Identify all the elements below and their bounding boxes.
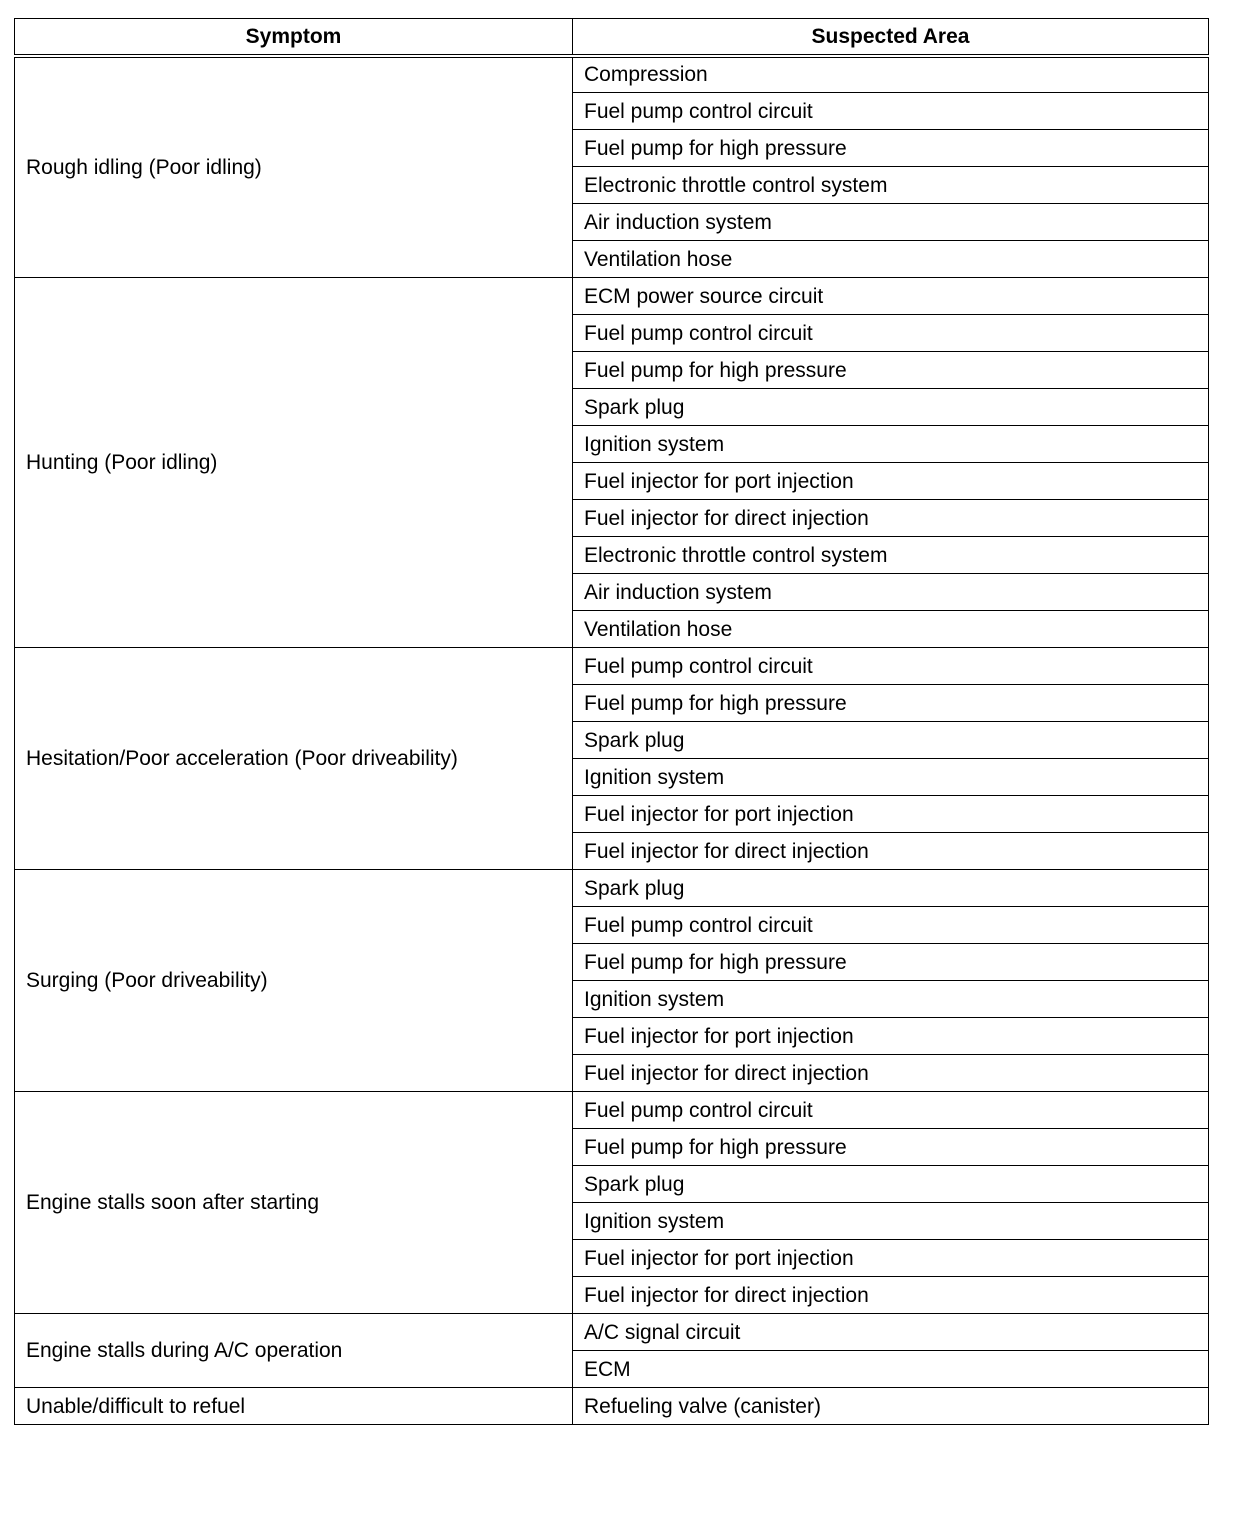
- suspected-area-cell: Fuel pump for high pressure: [573, 1129, 1209, 1166]
- symptom-cell: Rough idling (Poor idling): [15, 56, 573, 278]
- suspected-area-cell: Fuel pump control circuit: [573, 907, 1209, 944]
- symptom-cell: Engine stalls soon after starting: [15, 1092, 573, 1314]
- header-suspected-area: Suspected Area: [573, 19, 1209, 56]
- suspected-area-cell: Ignition system: [573, 759, 1209, 796]
- suspected-area-cell: Spark plug: [573, 870, 1209, 907]
- table-row: [15, 648, 1209, 685]
- symptom-cell: Engine stalls during A/C operation: [15, 1314, 573, 1388]
- suspected-area-cell: Spark plug: [573, 389, 1209, 426]
- table-row: [15, 1314, 1209, 1351]
- suspected-area-cell: Fuel injector for direct injection: [573, 1277, 1209, 1314]
- suspected-area-cell: Fuel pump control circuit: [573, 1092, 1209, 1129]
- suspected-area-cell: Fuel injector for port injection: [573, 1018, 1209, 1055]
- suspected-area-cell: Fuel injector for port injection: [573, 1240, 1209, 1277]
- symptom-cell: Surging (Poor driveability): [15, 870, 573, 1092]
- suspected-area-cell: Air induction system: [573, 574, 1209, 611]
- suspected-area-cell: ECM power source circuit: [573, 278, 1209, 315]
- suspected-area-cell: Ignition system: [573, 1203, 1209, 1240]
- suspected-area-cell: Fuel pump for high pressure: [573, 944, 1209, 981]
- suspected-area-cell: Fuel injector for direct injection: [573, 833, 1209, 870]
- suspected-area-cell: Ventilation hose: [573, 611, 1209, 648]
- suspected-area-cell: Fuel injector for port injection: [573, 463, 1209, 500]
- suspected-area-cell: Fuel injector for port injection: [573, 796, 1209, 833]
- suspected-area-cell: Fuel pump for high pressure: [573, 130, 1209, 167]
- suspected-area-cell: Fuel injector for direct injection: [573, 500, 1209, 537]
- suspected-area-cell: Fuel pump for high pressure: [573, 685, 1209, 722]
- symptom-table: [14, 18, 1209, 1425]
- suspected-area-cell: Spark plug: [573, 1166, 1209, 1203]
- suspected-area-cell: Electronic throttle control system: [573, 537, 1209, 574]
- symptom-cell: Hesitation/Poor acceleration (Poor driveability): [15, 648, 573, 870]
- table-row: [15, 278, 1209, 315]
- table-row: [15, 870, 1209, 907]
- suspected-area-cell: Refueling valve (canister): [573, 1388, 1209, 1425]
- table-row: [15, 1388, 1209, 1425]
- suspected-area-cell: Ignition system: [573, 981, 1209, 1018]
- suspected-area-cell: Electronic throttle control system: [573, 167, 1209, 204]
- symptom-cell: Unable/difficult to refuel: [15, 1388, 573, 1425]
- table-row: [15, 56, 1209, 93]
- suspected-area-cell: Fuel pump control circuit: [573, 315, 1209, 352]
- suspected-area-cell: ECM: [573, 1351, 1209, 1388]
- suspected-area-cell: Ventilation hose: [573, 241, 1209, 278]
- symptom-cell: Hunting (Poor idling): [15, 278, 573, 648]
- suspected-area-cell: Compression: [573, 56, 1209, 93]
- suspected-area-cell: Ignition system: [573, 426, 1209, 463]
- suspected-area-cell: Fuel pump for high pressure: [573, 352, 1209, 389]
- suspected-area-cell: Fuel injector for direct injection: [573, 1055, 1209, 1092]
- suspected-area-cell: A/C signal circuit: [573, 1314, 1209, 1351]
- header-row: [15, 19, 1209, 56]
- table-row: [15, 1092, 1209, 1129]
- suspected-area-cell: Fuel pump control circuit: [573, 648, 1209, 685]
- suspected-area-cell: Spark plug: [573, 722, 1209, 759]
- suspected-area-cell: Air induction system: [573, 204, 1209, 241]
- table-body: [15, 56, 1209, 1425]
- header-symptom: Symptom: [15, 19, 573, 56]
- table-header: [15, 19, 1209, 56]
- suspected-area-cell: Fuel pump control circuit: [573, 93, 1209, 130]
